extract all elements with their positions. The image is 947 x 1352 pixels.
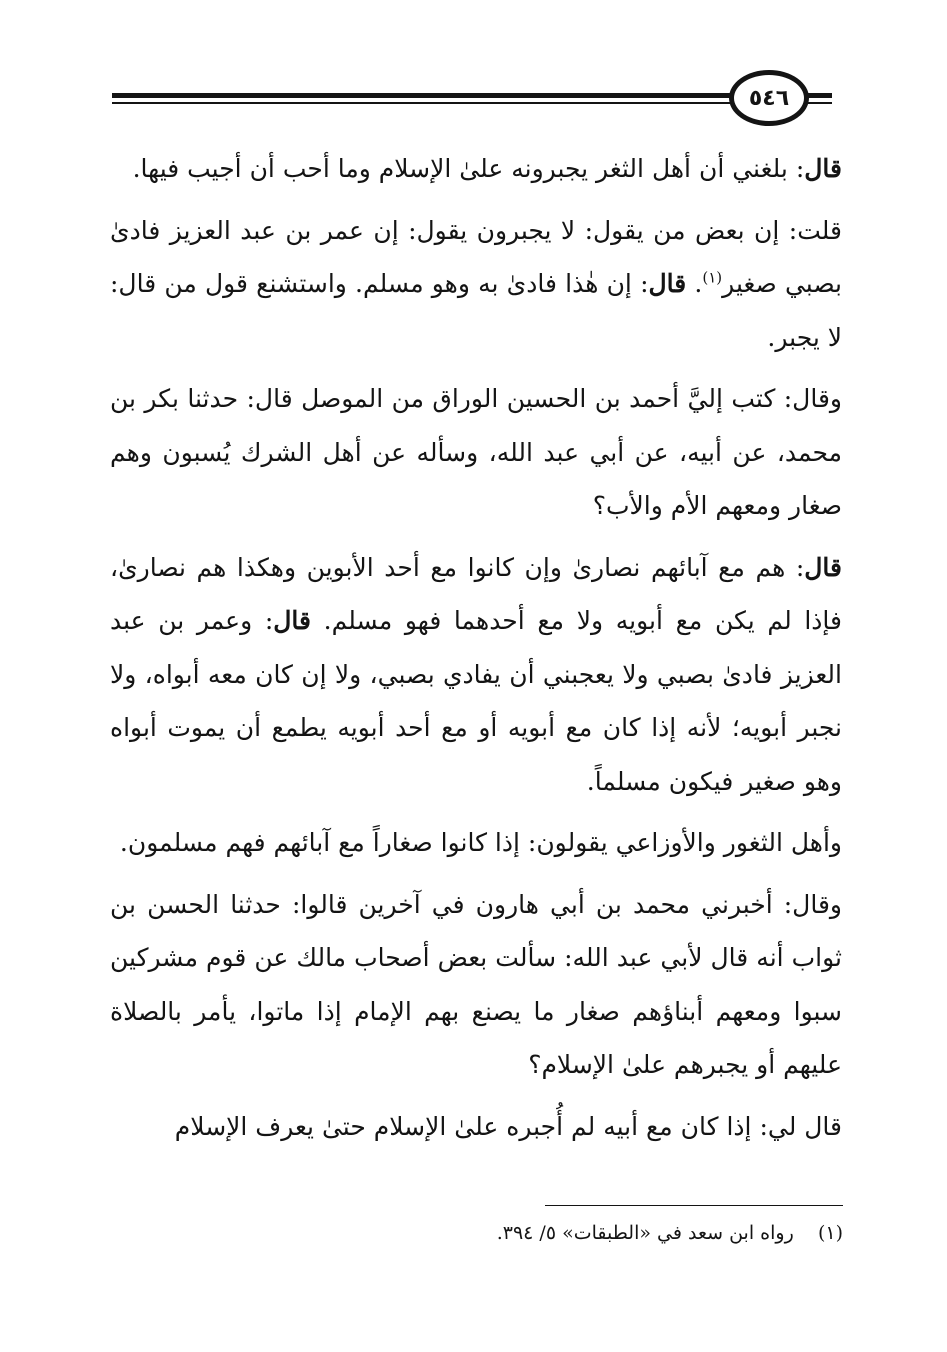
footnote-reference: (١) xyxy=(702,268,723,287)
paragraph-p1 xyxy=(110,142,842,196)
paragraph-text: : وعمر بن عبد العزيز فادىٰ بصبي ولا يعجبني أن يفادي بصبي، ولا إن كان معه أبواه، ولا نجبر أبويه؛ لأنه إذا كان مع أبويه أو مع أحد أبويه يطمع أن يموت أبواه وهو صغير فيكون مسلماً. xyxy=(110,606,842,796)
speaker-label: قال xyxy=(804,552,842,582)
speaker-label: قال xyxy=(273,606,311,635)
paragraph-p5 xyxy=(110,816,842,870)
speaker-label: قال xyxy=(648,269,687,298)
paragraph-text: قلت: إن بعض من يقول: لا يجبرون يقول: إن عمر بن عبد العزيز فادىٰ بصبي صغير xyxy=(110,215,842,298)
paragraph-text: : هم مع آبائهم نصارىٰ وإن كانوا مع أحد الأبوين وهكذا هم نصارىٰ، فإذا لم يكن مع أبويه ولا مع أحدهما فهو مسلم. xyxy=(110,552,842,635)
paragraph-text: وقال: أخبرني محمد بن أبي هارون في آخرين قالوا: حدثنا الحسن بن ثواب أنه قال لأبي عبد الله: سألت بعض أصحاب مالك عن قوم مشركين سبوا ومعهم أبناؤهم صغار ما يصنع بهم الإمام إذا ماتوا، يأمر بالصلاة عليهم أو يجبرهم علىٰ الإسلام؟ xyxy=(110,889,842,1079)
header-rule-thin xyxy=(112,102,832,104)
header-rule xyxy=(112,93,832,107)
paragraph-text: : إن هٰذا فادىٰ به وهو مسلم. واستشنع قول من قال: لا يجبر. xyxy=(110,269,842,352)
speaker-label: قال xyxy=(804,154,842,183)
paragraph-text: . xyxy=(686,269,703,298)
paragraph-text: قال لي: إذا كان مع أبيه لم أُجبره علىٰ الإسلام حتىٰ يعرف الإسلام xyxy=(174,1111,842,1141)
footnote-text: رواه ابن سعد في «الطبقات» ٥/ ٣٩٤. xyxy=(496,1222,794,1244)
footnote-spacer xyxy=(800,1222,812,1244)
footnote xyxy=(300,1218,843,1248)
footnote-separator xyxy=(545,1205,843,1206)
paragraph-p7 xyxy=(110,1100,842,1154)
paragraph-text: وأهل الثغور والأوزاعي يقولون: إذا كانوا صغاراً مع آبائهم فهم مسلمون. xyxy=(119,828,842,857)
paragraph-text: : بلغني أن أهل الثغر يجبرونه علىٰ الإسلام وما أحب أن أجيب فيها. xyxy=(132,154,805,183)
page-number: ٥٤٦ xyxy=(729,70,809,126)
main-text xyxy=(110,142,842,1161)
footnote-marker: (١) xyxy=(817,1222,843,1244)
paragraph-p4 xyxy=(110,541,842,809)
paragraph-p6 xyxy=(110,878,842,1092)
header-rule-thick xyxy=(112,93,832,98)
paragraph-text: وقال: كتب إليَّ أحمد بن الحسين الوراق من الموصل قال: حدثنا بكر بن محمد، عن أبيه، عن أبي عبد الله، وسأله عن أهل الشرك يُسبون وهم صغار ومعهم الأم والأب؟ xyxy=(110,384,842,520)
paragraph-p2 xyxy=(110,204,842,365)
paragraph-p3 xyxy=(110,372,842,533)
